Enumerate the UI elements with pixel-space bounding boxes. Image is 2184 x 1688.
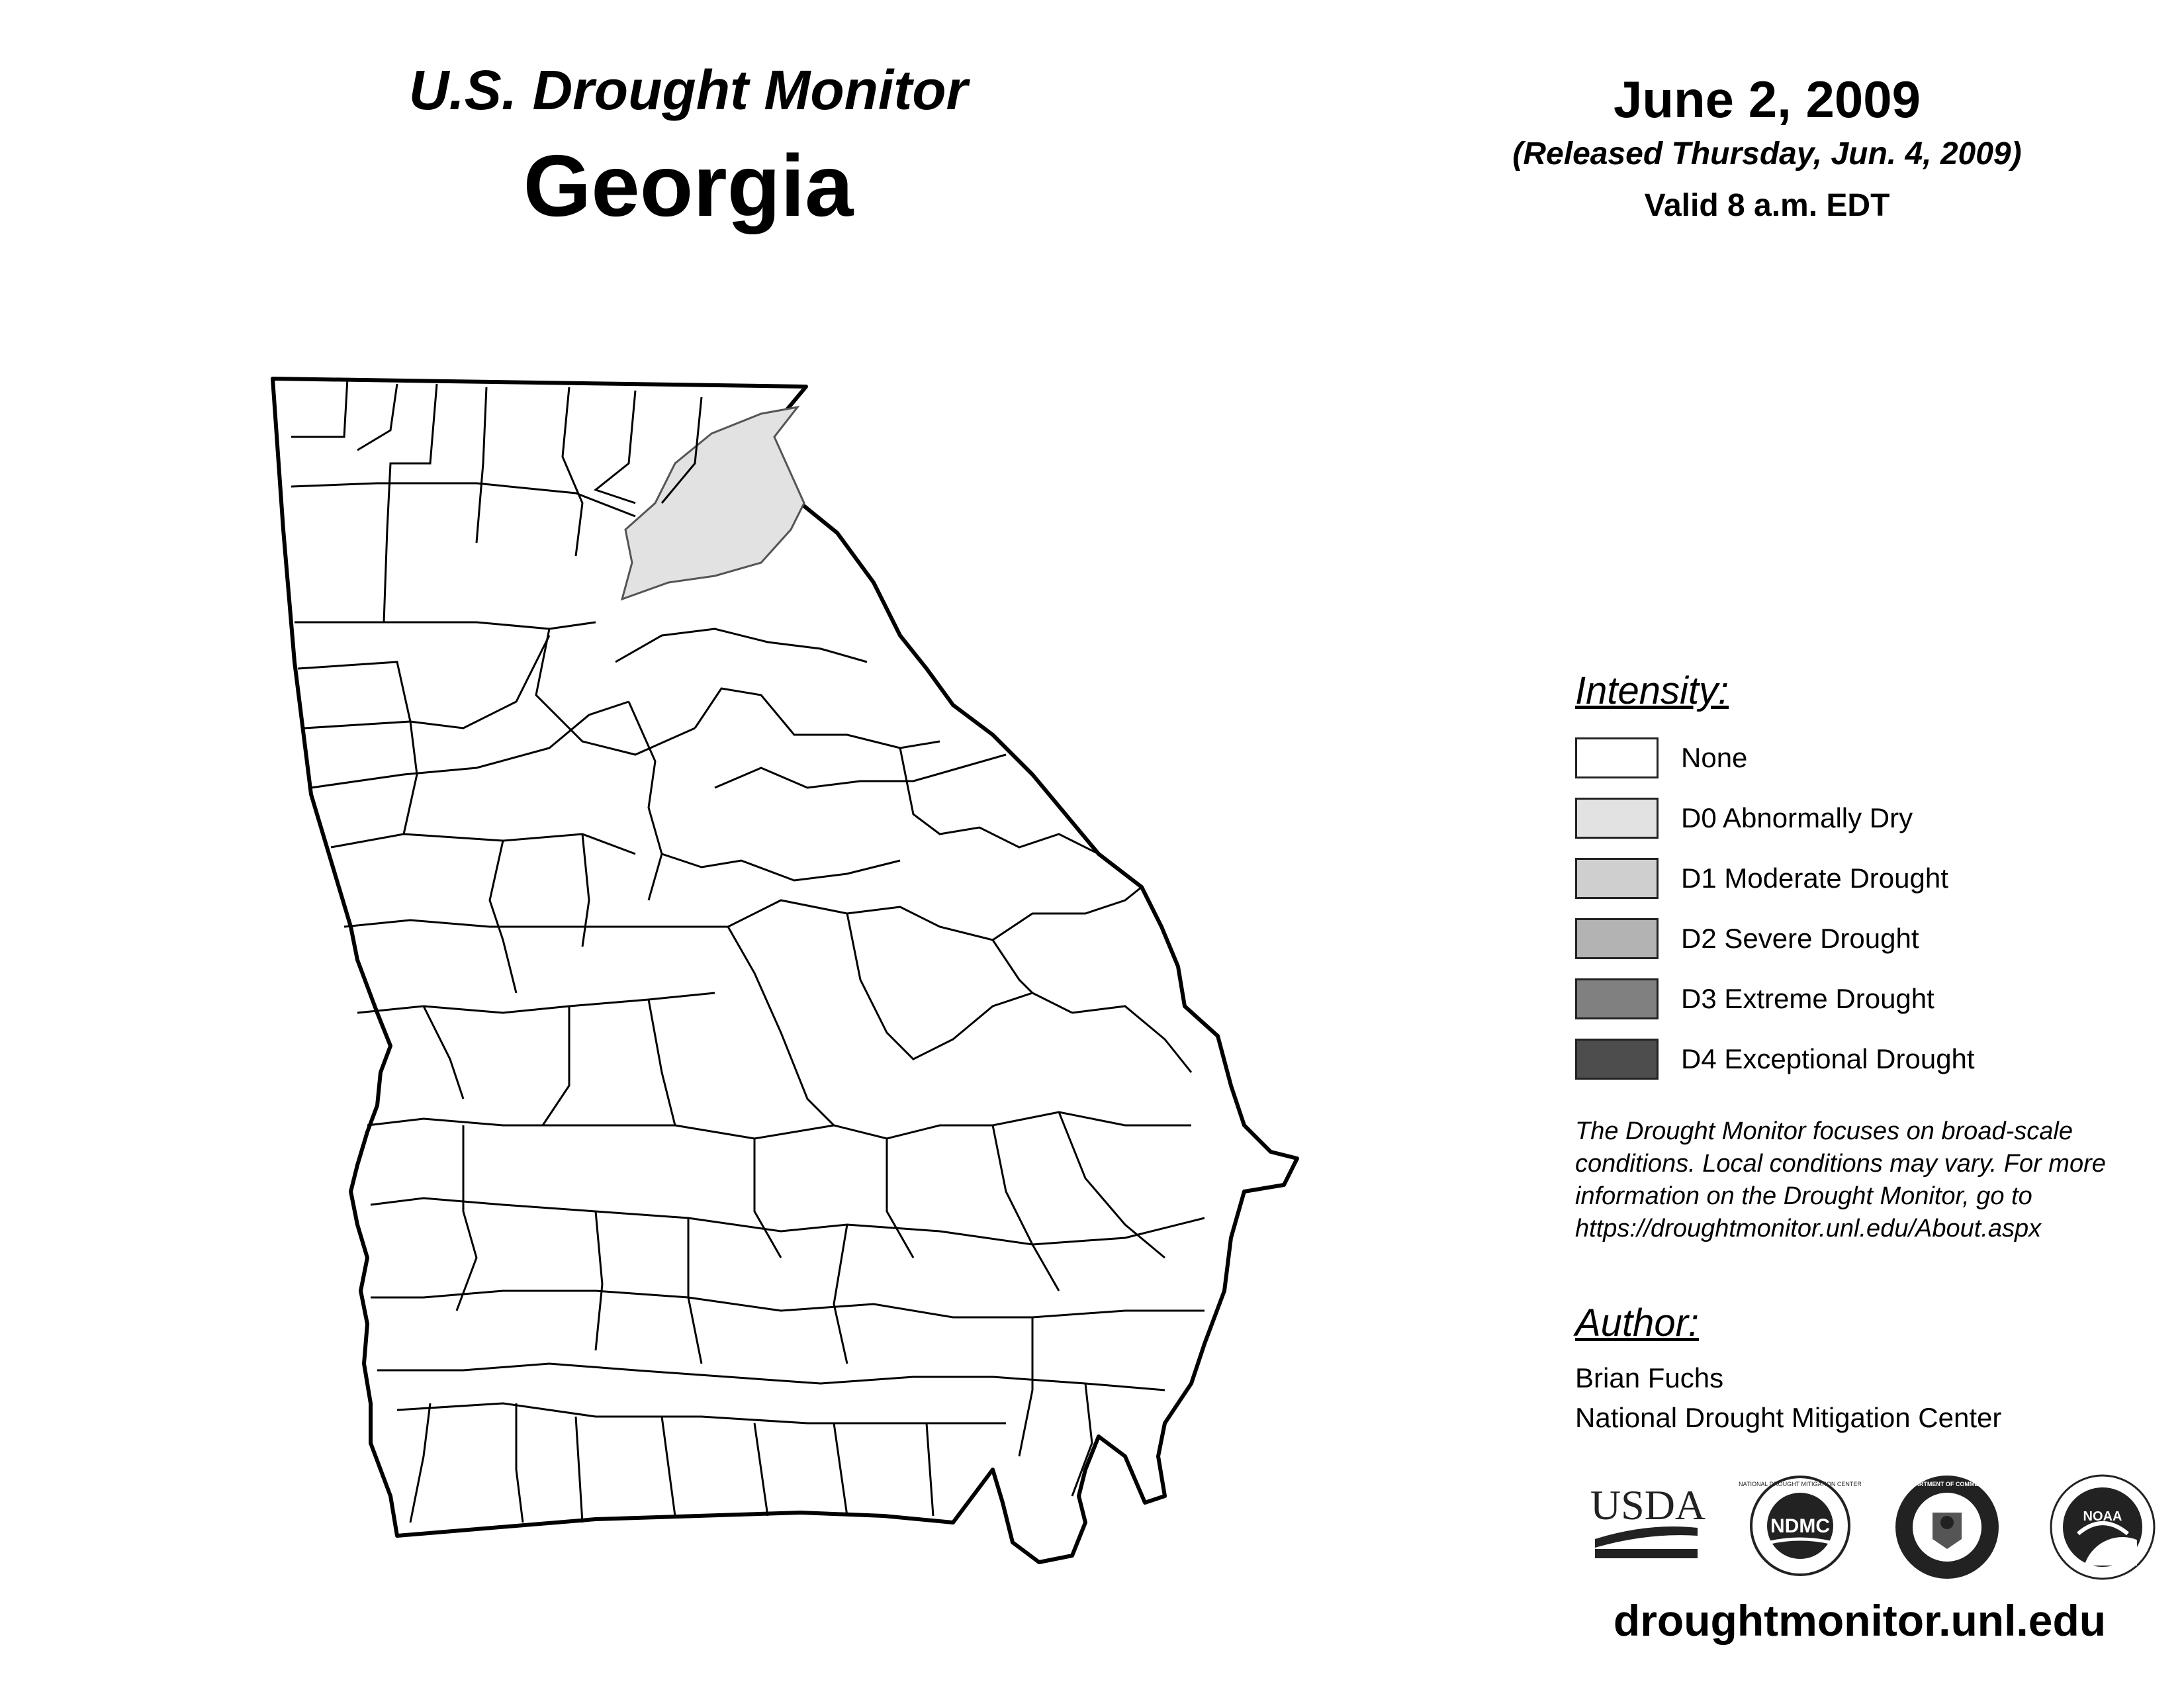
author-name: Brian Fuchs — [1575, 1362, 1724, 1393]
legend-item-d4 — [1575, 1029, 2171, 1089]
legend-item-d1 — [1575, 848, 2171, 908]
map-title: U.S. Drought Monitor — [408, 59, 968, 121]
legend-label: D2 Severe Drought — [1681, 922, 1919, 954]
legend-item-d3 — [1575, 968, 2171, 1029]
state-outline — [273, 379, 1297, 1562]
disclaimer-note: The Drought Monitor focuses on broad-scale conditions. Local conditions may vary. For more information on the Drought Monitor, go to https://droughtmonitor.unl.edu/About.aspx — [1575, 1117, 2106, 1243]
legend-swatch-d3 — [1575, 978, 1659, 1019]
legend-heading: Intensity: — [1575, 669, 1729, 712]
legend — [1575, 669, 2171, 1089]
commerce-ring-text: DEPARTMENT OF COMMERCE — [1903, 1481, 1991, 1487]
noaa-logo — [2048, 1473, 2158, 1585]
legend-item-none — [1575, 727, 2171, 788]
state-title: Georgia — [523, 137, 854, 234]
legend-label: None — [1681, 741, 1748, 773]
legend-swatch-d2 — [1575, 918, 1659, 959]
ndmc-ring-text: NATIONAL DROUGHT MITIGATION CENTER — [1739, 1481, 1862, 1487]
legend-item-d0 — [1575, 788, 2171, 848]
website-link[interactable]: droughtmonitor.unl.edu — [1613, 1596, 2107, 1645]
legend-swatch-d4 — [1575, 1039, 1659, 1080]
usda-logo — [1592, 1476, 1704, 1566]
legend-label: D4 Exceptional Drought — [1681, 1043, 1975, 1074]
legend-swatch-none — [1575, 737, 1659, 778]
legend-label: D0 Abnormally Dry — [1681, 802, 1913, 833]
legend-item-d2 — [1575, 908, 2171, 968]
legend-label: D1 Moderate Drought — [1681, 862, 1948, 894]
ndmc-logo-text: NDMC — [1770, 1515, 1830, 1537]
map-date: June 2, 2009 — [1614, 70, 1921, 128]
author-organization: National Drought Mitigation Center — [1575, 1402, 2002, 1433]
legend-swatch-d1 — [1575, 858, 1659, 899]
ndmc-logo — [1739, 1473, 1862, 1582]
valid-time: Valid 8 a.m. EDT — [1644, 188, 1890, 223]
legend-label: D3 Extreme Drought — [1681, 982, 1934, 1014]
author-heading: Author: — [1575, 1301, 1699, 1344]
noaa-logo-text: NOAA — [2083, 1509, 2122, 1524]
legend-swatch-d0 — [1575, 798, 1659, 839]
release-date: (Released Thursday, Jun. 4, 2009) — [1512, 136, 2022, 171]
commerce-seal-logo — [1893, 1473, 2002, 1585]
usda-logo-text: USDA — [1590, 1481, 1706, 1528]
